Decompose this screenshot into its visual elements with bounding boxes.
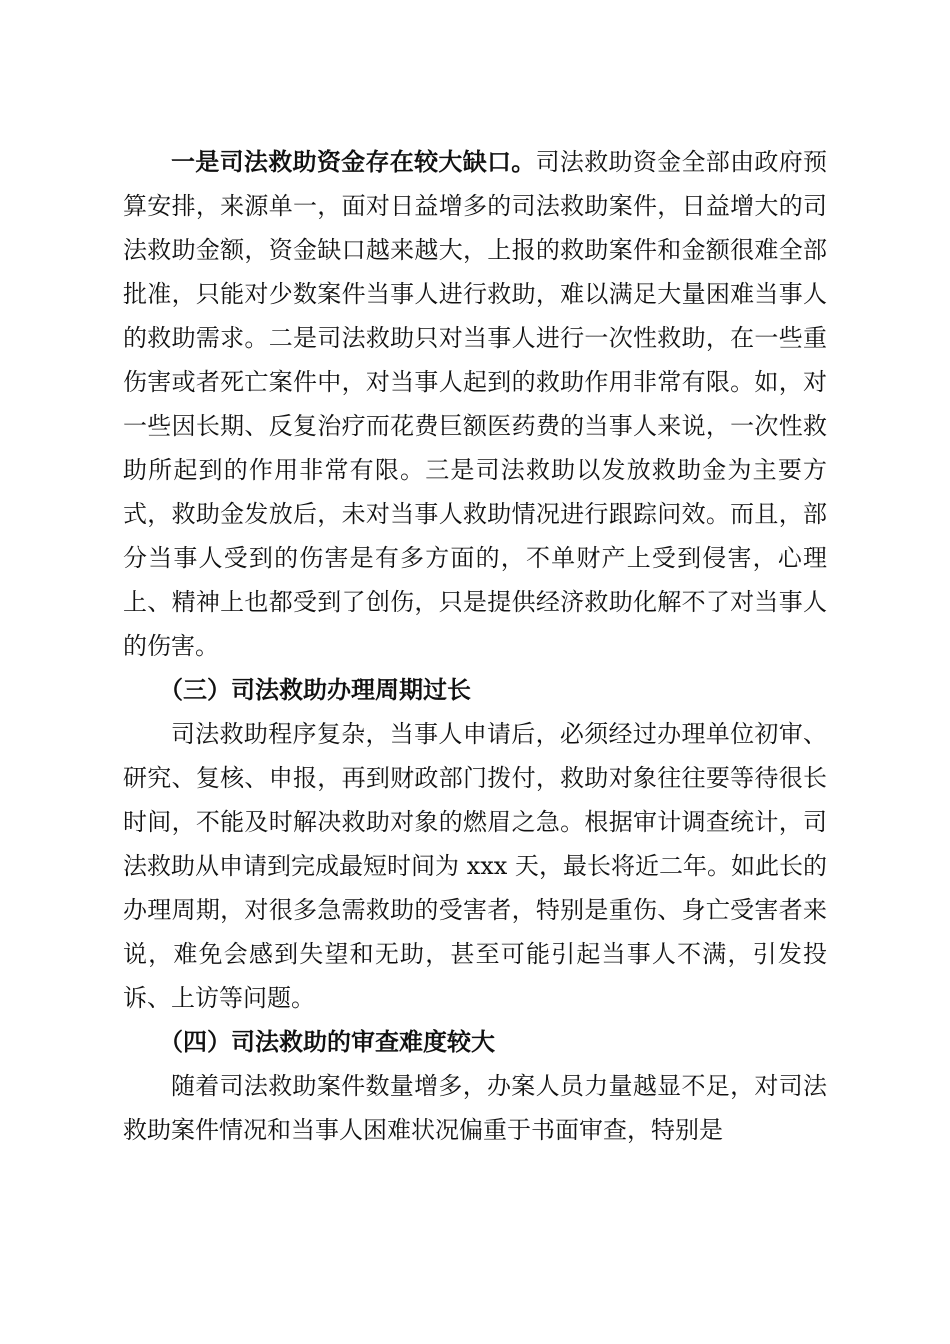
- paragraph-body-text: 司法救助资金全部由政府预算安排，来源单一，面对日益增多的司法救助案件，日益增大的司法救助金额，资金缺口越来越大，上报的救助案件和金额很难全部批准，只能对少数案件当事人进行救助，难以满足大量困难当事人的救助需求。二是司法救助只对当事人进行一次性救助，在一些重伤害或者死亡案件中，对当事人起到的救助作用非常有限。如，对一些因长期、反复治疗而花费巨额医药费的当事人来说，一次性救助所起到的作用非常有限。三是司法救助以发放救助金为主要方式，救助金发放后，未对当事人救助情况进行跟踪问效。而且，部分当事人受到的伤害是有多方面的，不单财产上受到侵害，心理上、精神上也都受到了创伤，只是提供经济救助化解不了对当事人的伤害。: [123, 148, 828, 660]
- document-body: [123, 140, 827, 1152]
- paragraph-lead-text: 一是司法救助资金存在较大缺口。: [171, 147, 536, 176]
- paragraph-funding-gap: [123, 140, 827, 668]
- paragraph-processing-period: 司法救助程序复杂，当事人申请后，必须经过办理单位初审、研究、复核、申报，再到财政部门拨付，救助对象往往要等待很长时间，不能及时解决救助对象的燃眉之急。根据审计调查统计，司法救助从申请到完成最短时间为 xxx 天，最长将近二年。如此长的办理周期，对很多急需救助的受害者，特别是重伤、身亡受害者来说，难免会感到失望和无助，甚至可能引起当事人不满，引发投诉、上访等问题。: [123, 720, 827, 1012]
- section-heading-3: （三）司法救助办理周期过长: [159, 676, 471, 704]
- section-heading-4: （四）司法救助的审查难度较大: [159, 1028, 495, 1056]
- paragraph-review-difficulty: 随着司法救助案件数量增多，办案人员力量越显不足，对司法救助案件情况和当事人困难状况偏重于书面审查，特别是: [123, 1072, 827, 1144]
